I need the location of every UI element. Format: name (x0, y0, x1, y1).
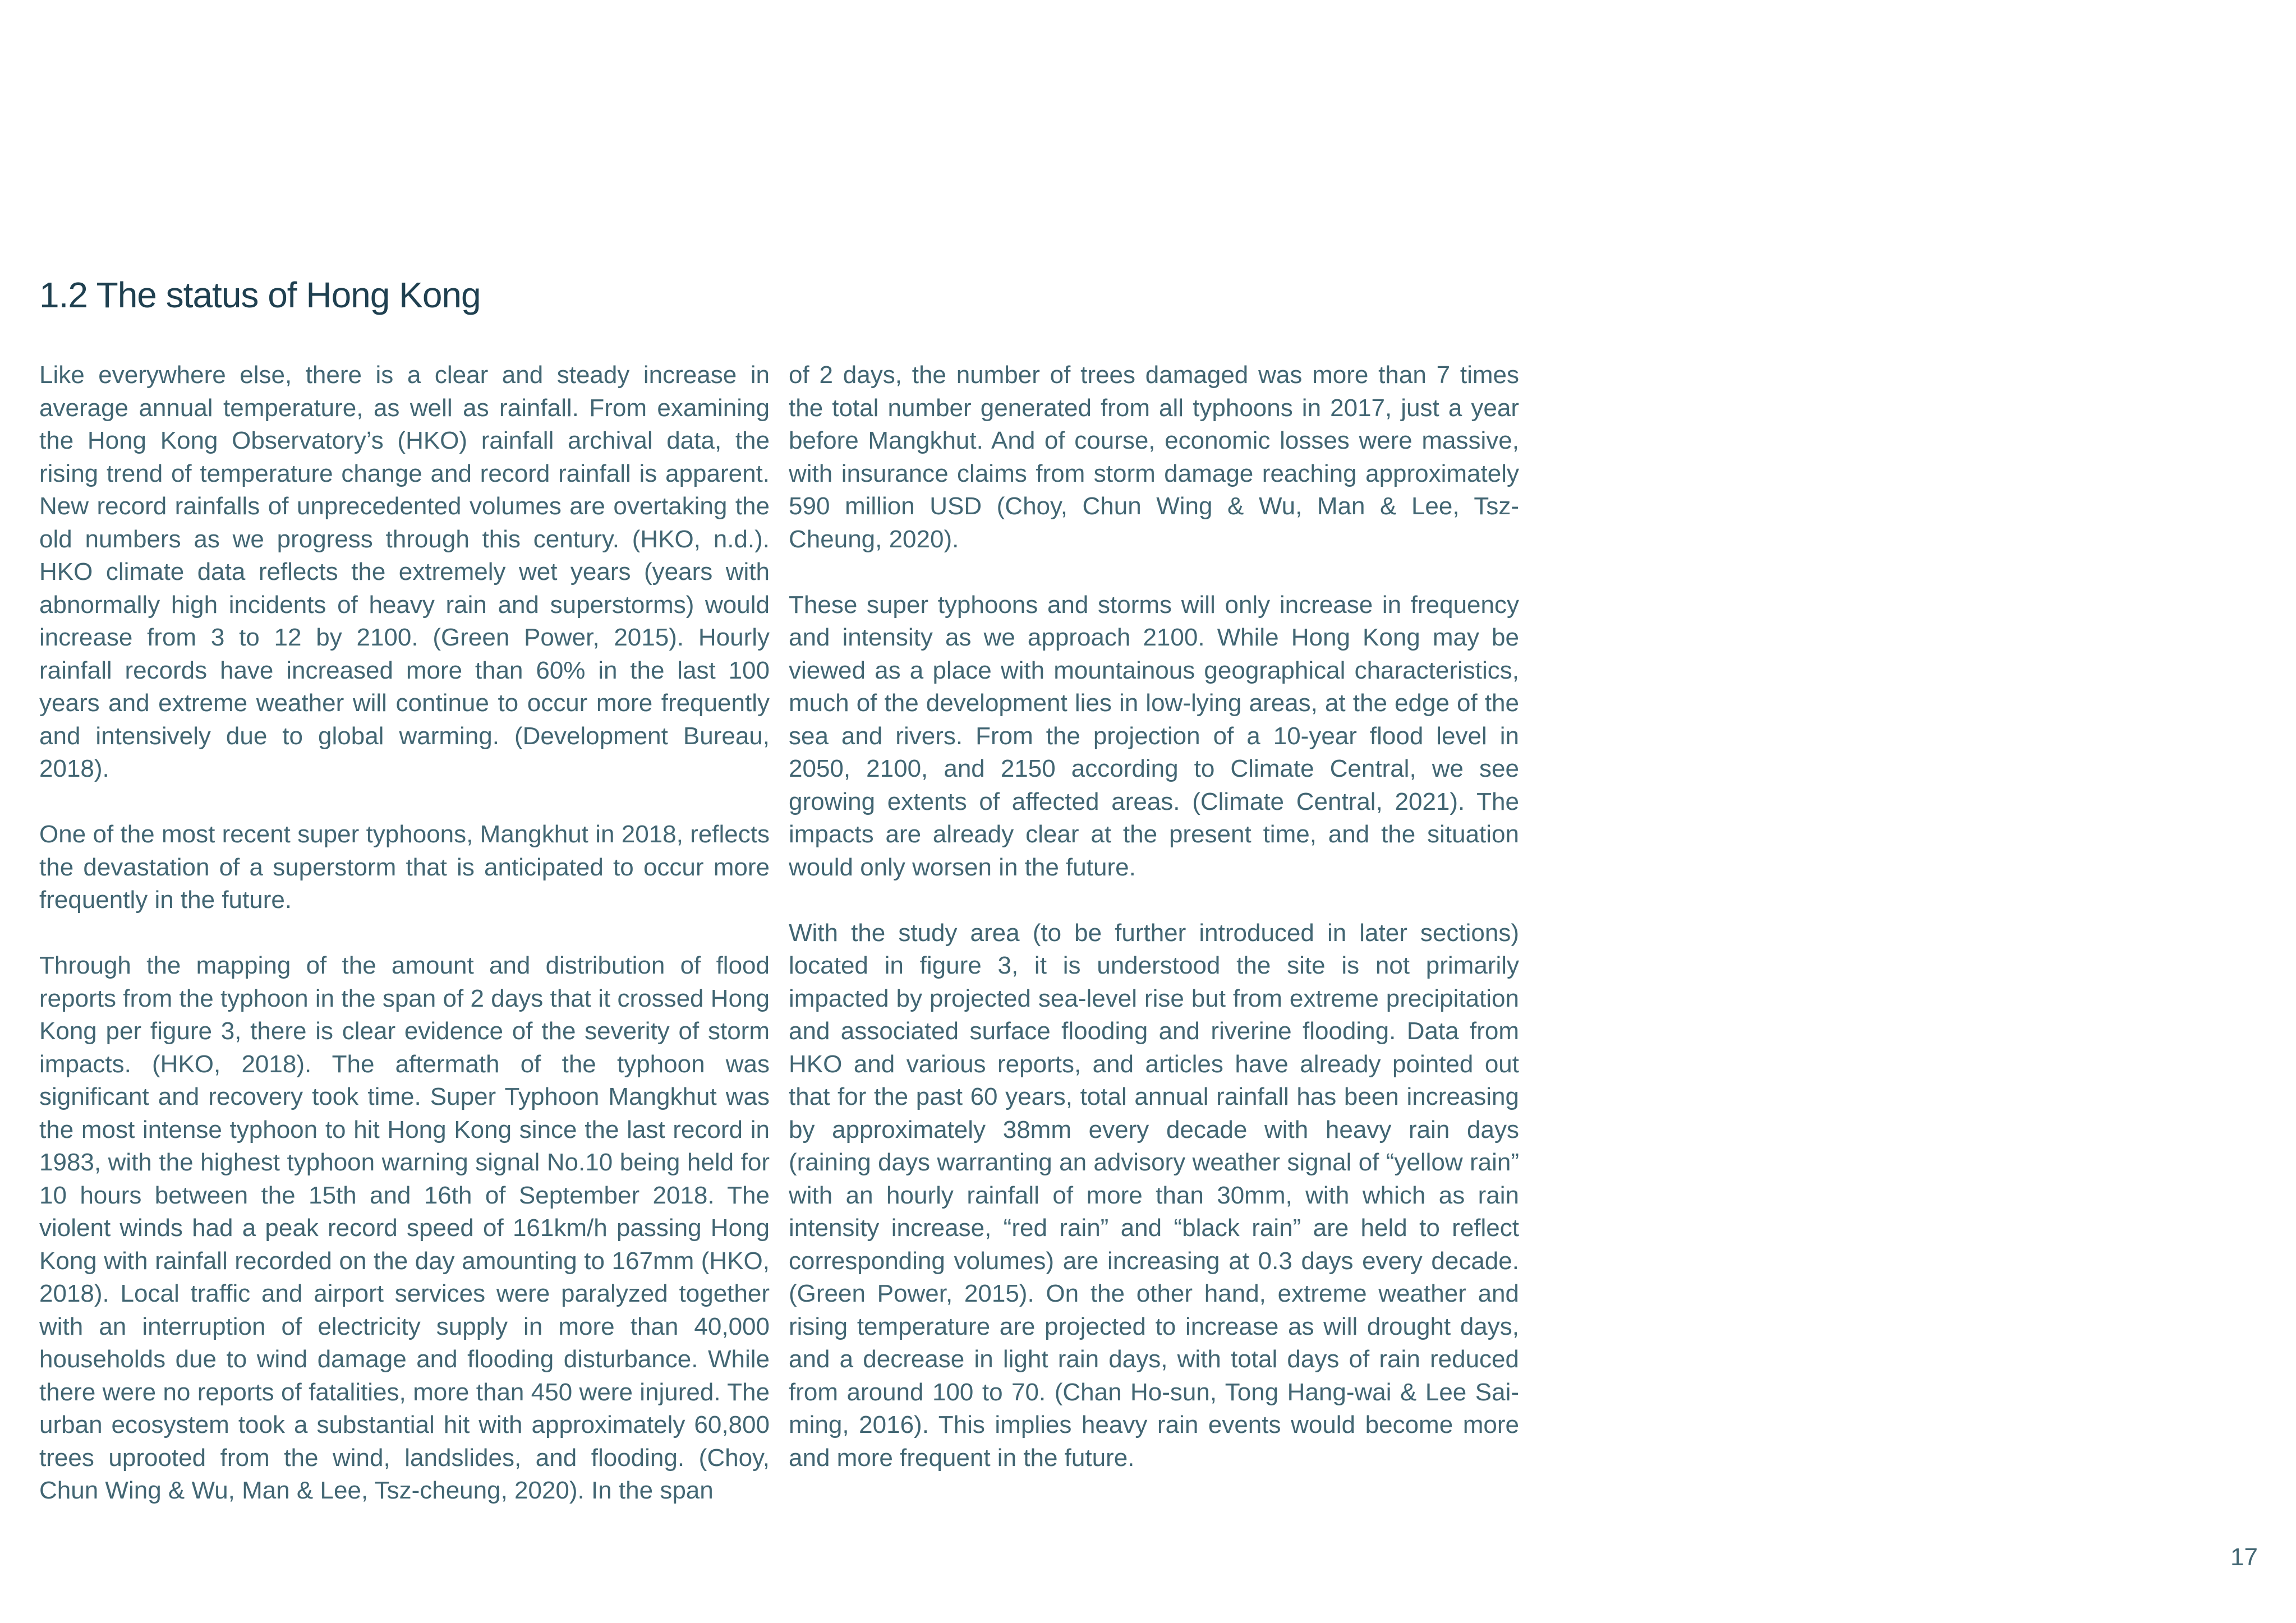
page-number: 17 (2230, 1543, 2258, 1571)
body-paragraph: of 2 days, the number of trees damaged was more than 7 times the total number generated from all typhoons in 2017, just a year before Mangkhut. And of course, economic losses were massive, with insurance claims from storm damage reaching approximately 590 million USD (Choy, Chun Wing & Wu, Man & Lee, Tsz-Cheung, 2020). (789, 361, 1519, 553)
right-text-column (789, 359, 1519, 1474)
body-paragraph: Through the mapping of the amount and distribution of flood reports from the typhoon in the span of 2 days that it crossed Hong Kong per figure 3, there is clear evidence of the severity of storm impacts. (HKO, 2018). The aftermath of the typhoon was significant and recovery took time. Super Typhoon Mangkhut was the most intense typhoon to hit Hong Kong since the last record in 1983, with the highest typhoon warning signal No.10 being held for 10 hours between the 15th and 16th of September 2018. The violent winds had a peak record speed of 161km/h passing Hong Kong with rainfall recorded on the day amounting to 167mm (HKO, 2018). Local traffic and airport services were paralyzed together with an interruption of electricity supply in more than 40,000 households due to wind damage and flooding disturbance. While there were no reports of fatalities, more than 450 were injured. The urban ecosystem took a substantial hit with approximately 60,800 trees uprooted from the wind, landslides, and flooding. (Choy, Chun Wing & Wu, Man & Lee, Tsz-cheung, 2020). In the span (39, 952, 770, 1504)
body-paragraph: These super typhoons and storms will only increase in frequency and intensity as we approach 2100. While Hong Kong may be viewed as a place with mountainous geographical characteristics, much of the development lies in low-lying areas, at the edge of the sea and rivers. From the projection of a 10-year flood level in 2050, 2100, and 2150 according to Climate Central, we see growing extents of affected areas. (Climate Central, 2021). The impacts are already clear at the present time, and the situation would only worsen in the future. (789, 591, 1519, 881)
body-paragraph: With the study area (to be further introduced in later sections) located in figure 3, it is understood the site is not primarily impacted by projected sea-level rise but from extreme precipitation and associated surface flooding and riverine flooding. Data from HKO and various reports, and articles have already pointed out that for the past 60 years, total annual rainfall has been increasing by approximately 38mm every decade with heavy rain days (raining days warranting an advisory weather signal of “yellow rain” with an hourly rainfall of more than 30mm, with which as rain intensity increase, “red rain” and “black rain” are held to reflect corresponding volumes) are increasing at 0.3 days every decade. (Green Power, 2015). On the other hand, extreme weather and rising temperature are projected to increase as will drought days, and a decrease in light rain days, with total days of rain reduced from around 100 to 70. (Chan Ho-sun, Tong Hang-wai & Lee Sai-ming, 2016). This implies heavy rain events would become more and more frequent in the future. (789, 919, 1519, 1472)
left-text-column (39, 359, 770, 1507)
page-title: 1.2 The status of Hong Kong (39, 275, 481, 315)
body-paragraph: Like everywhere else, there is a clear and steady increase in average annual temperature, as well as rainfall. From examining the Hong Kong Observatory’s (HKO) rainfall archival data, the rising trend of temperature change and record rainfall is apparent. New record rainfalls of unprecedented volumes are overtaking the old numbers as we progress through this century. (HKO, n.d.). HKO climate data reflects the extremely wet years (years with abnormally high incidents of heavy rain and superstorms) would increase from 3 to 12 by 2100. (Green Power, 2015). Hourly rainfall records have increased more than 60% in the last 100 years and extreme weather will continue to occur more frequently and intensively due to global warming. (Development Bureau, 2018). (39, 361, 770, 782)
body-paragraph: One of the most recent super typhoons, Mangkhut in 2018, reflects the devastation of a superstorm that is anticipated to occur more frequently in the future. (39, 820, 770, 914)
